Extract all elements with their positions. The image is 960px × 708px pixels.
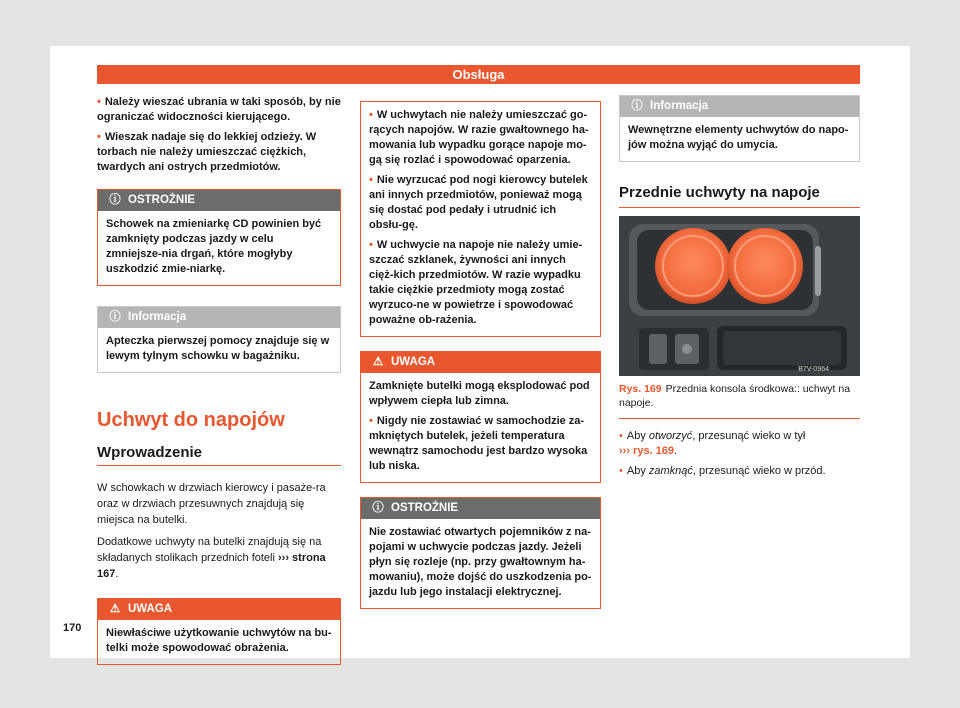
warning-triangle-icon: ⚠ [372, 356, 384, 368]
caution-circle-icon: ⓘ [109, 194, 121, 206]
list-item: • Nie wyrzucać pod nogi kierowcy butelek ani innych przedmiotów, ponieważ mogą się dostać pod pedały i utrudnić ich obsłu-gę. [369, 174, 588, 231]
caution-box-header: ⓘ OSTROŻNIE [98, 190, 340, 211]
list-item: • Aby zamknąć, przesunąć wieko w przód. [619, 465, 826, 477]
info-icon: ⓘ [631, 100, 643, 112]
page-reference-link[interactable]: ››› strona 167 [97, 552, 326, 580]
figure-caption: Rys. 169 Przednia konsola środkowa:: uchwyt na napoje. [619, 382, 860, 419]
bullet-icon: • [619, 465, 623, 477]
warning-text: Zamknięte butelki mogą eksplodować pod wpływem ciepła lub zimna. [369, 380, 590, 407]
bullet-icon: • [619, 430, 623, 442]
paragraph: W schowkach w drzwiach kierowcy i pasaże-ra oraz w drzwiach przesuwnych znajdują się miejsca na butelki. [97, 482, 326, 526]
caution-box-header: ⓘ OSTROŻNIE [361, 498, 600, 519]
info-icon: ⓘ [109, 311, 121, 323]
bullet-icon: • [369, 239, 373, 251]
warning-continued-box [360, 101, 601, 337]
info-box [619, 95, 860, 162]
figure-reference-link[interactable]: ››› rys. 169 [619, 445, 675, 457]
list-item: • W uchwytach nie należy umieszczać go-rących napojów. W razie gwałtownego ha-mowania lub wypadku gorące napoje mo-gą się rozlać i spowodować oparzenia. [369, 109, 589, 166]
cup-holder-illustration [619, 216, 860, 376]
bullet-icon: • [369, 415, 373, 427]
warning-box-header: ⚠ UWAGA [361, 352, 600, 373]
bullet-icon: • [97, 131, 101, 143]
warning-box [97, 598, 341, 665]
list-item: • Aby otworzyć, przesunąć wieko w tył ››› rys. 169. [619, 430, 806, 457]
column-right [619, 95, 860, 484]
column-left [97, 95, 341, 679]
list-item: • W uchwycie na napoje nie należy umie-szczać szklanek, żywności ani innych cięż-kich przedmiotów. W razie wypadku takie ciężkie przedmioty mogą zostać wyrzuco-ne w powietrze i spowodować poważne ob-rażenia. [369, 239, 583, 326]
bullet-icon: • [369, 109, 373, 121]
caution-box-body: Schowek na zmieniarkę CD powinien być zamknięty podczas jazdy w celu zmniejsze-nia drgań, które mogłyby uszkodzić zmie-niarkę. [106, 218, 322, 275]
page-number: 170 [63, 622, 82, 634]
column-middle [360, 101, 601, 623]
page-header: Obsługa [97, 65, 860, 84]
list-item: • Nigdy nie zostawiać w samochodzie za-mkniętych butelek, jeżeli temperatura wewnątrz samochodu jest bardzo wysoka lub niska. [369, 415, 588, 472]
info-box-body: Apteczka pierwszej pomocy znajduje się w lewym tylnym schowku w bagażniku. [106, 335, 330, 362]
info-box-header: ⓘ Informacja [620, 96, 859, 117]
warning-box-header: ⚠ UWAGA [98, 599, 340, 620]
caution-box-body: Nie zostawiać otwartych pojemników z na-pojami w uchwycie podczas jazdy. Jeżeli płyn się rozleje (np. przy gwałtownym ha-mowaniu), może dojść do uszkodzenia po-jazdu lub jego instalacji elektrycznej. [369, 526, 592, 598]
warning-triangle-icon: ⚠ [109, 603, 121, 615]
bullet-icon: • [97, 96, 101, 108]
cup-holder-photo [619, 216, 860, 376]
info-box-body: Wewnętrzne elementy uchwytów do napo-jów można wyjąć do umycia. [628, 124, 849, 151]
caution-box [360, 497, 601, 609]
warning-box [360, 351, 601, 483]
info-box [97, 306, 341, 373]
info-box-header: ⓘ Informacja [98, 307, 340, 328]
caution-circle-icon: ⓘ [372, 502, 384, 514]
list-item: • Wieszak nadaje się do lekkiej odzieży. W torbach nie należy umieszczać ciężkich, twardych ani ostrych przedmiotów. [97, 131, 317, 173]
section-heading: Przednie uchwyty na napoje [619, 184, 860, 208]
subsection-heading: Wprowadzenie [97, 444, 341, 466]
warning-box-body: Niewłaściwe użytkowanie uchwytów na bu-telki może spowodować obrażenia. [106, 627, 332, 654]
image-code: B7V-0964 [798, 366, 829, 373]
figure-label: Rys. 169 [619, 383, 662, 395]
paragraph: Dodatkowe uchwyty na butelki znajdują się na składanych stolikach przednich foteli ››› strona 167. [97, 536, 326, 580]
section-heading: Uchwyt do napojów [97, 409, 285, 431]
list-item: • Należy wieszać ubrania w taki sposób, by nie ograniczać widoczności kierującego. [97, 96, 341, 123]
caution-box [97, 189, 341, 286]
bullet-icon: • [369, 174, 373, 186]
